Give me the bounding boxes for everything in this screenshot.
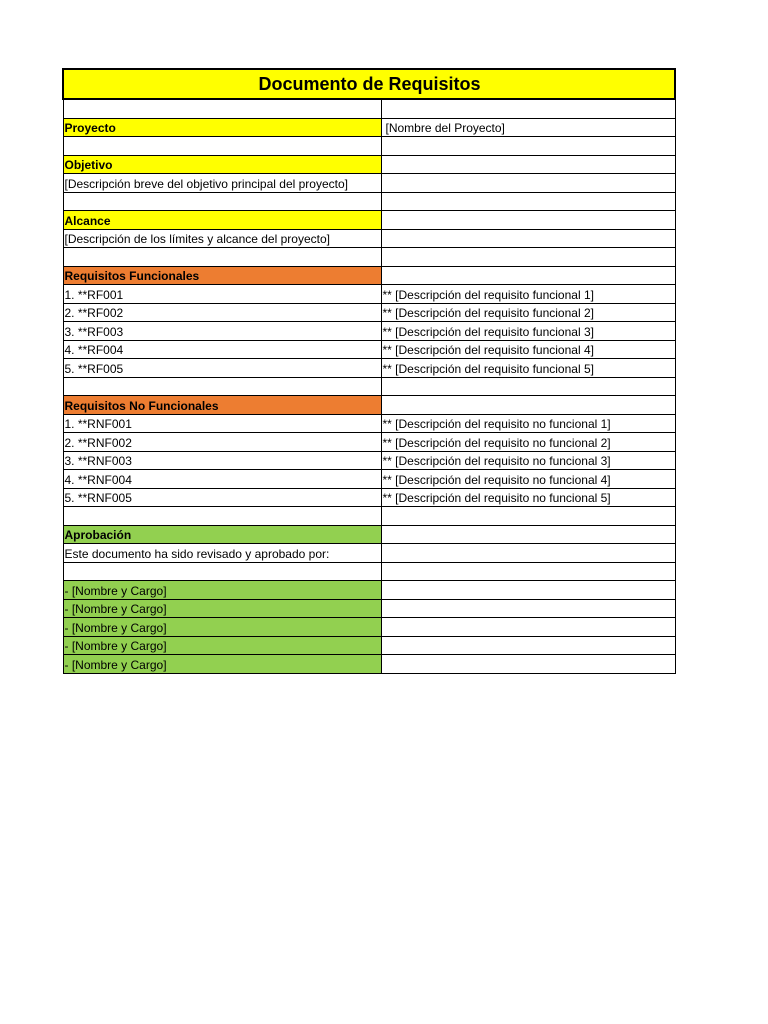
requirement-id[interactable]: 4. **RF004 [63, 340, 381, 359]
scope-value-row [63, 229, 675, 248]
empty-cell[interactable] [381, 562, 675, 581]
empty-cell[interactable] [63, 562, 381, 581]
empty-row [63, 562, 675, 581]
requirements-sheet [62, 68, 676, 674]
approval-text[interactable]: Este documento ha sido revisado y aprobado por: [63, 544, 381, 563]
empty-cell[interactable] [381, 655, 675, 674]
requirement-id[interactable]: 4. **RNF004 [63, 470, 381, 489]
empty-row [63, 507, 675, 526]
empty-cell[interactable] [381, 525, 675, 544]
empty-cell[interactable] [381, 174, 675, 193]
document-title[interactable]: Documento de Requisitos [63, 69, 675, 99]
project-value[interactable]: [Nombre del Proyecto] [381, 118, 675, 137]
empty-row [63, 192, 675, 211]
nonfunctional-requirements-header[interactable]: Requisitos No Funcionales [63, 396, 381, 415]
empty-cell[interactable] [63, 192, 381, 211]
nonfunctional-requirement-row [63, 451, 675, 470]
requirement-id[interactable]: 1. **RF001 [63, 285, 381, 304]
empty-cell[interactable] [63, 507, 381, 526]
nonfunctional-requirement-row [63, 488, 675, 507]
empty-cell[interactable] [381, 192, 675, 211]
empty-cell[interactable] [381, 581, 675, 600]
approver-name[interactable]: - [Nombre y Cargo] [63, 655, 381, 674]
approver-row [63, 636, 675, 655]
empty-row [63, 137, 675, 156]
functional-requirement-row [63, 322, 675, 341]
scope-label[interactable]: Alcance [63, 211, 381, 230]
requirement-description[interactable]: ** [Descripción del requisito no funcional 5] [381, 488, 675, 507]
requirement-id[interactable]: 5. **RNF005 [63, 488, 381, 507]
objective-header-row [63, 155, 675, 174]
empty-cell[interactable] [381, 618, 675, 637]
nonfunctional-requirement-row [63, 414, 675, 433]
approver-row [63, 599, 675, 618]
empty-cell[interactable] [381, 544, 675, 563]
empty-cell[interactable] [381, 636, 675, 655]
empty-cell[interactable] [381, 155, 675, 174]
functional-requirement-row [63, 359, 675, 378]
functional-requirement-row [63, 340, 675, 359]
empty-cell[interactable] [381, 377, 675, 396]
requirement-id[interactable]: 3. **RF003 [63, 322, 381, 341]
requirement-id[interactable]: 1. **RNF001 [63, 414, 381, 433]
nonfunctional-header-row [63, 396, 675, 415]
project-label[interactable]: Proyecto [63, 118, 381, 137]
functional-header-row [63, 266, 675, 285]
functional-requirement-row [63, 303, 675, 322]
empty-cell[interactable] [381, 248, 675, 267]
scope-header-row [63, 211, 675, 230]
objective-label[interactable]: Objetivo [63, 155, 381, 174]
empty-cell[interactable] [63, 99, 381, 118]
approver-row [63, 581, 675, 600]
scope-value[interactable]: [Descripción de los límites y alcance del proyecto] [63, 229, 381, 248]
approver-name[interactable]: - [Nombre y Cargo] [63, 636, 381, 655]
empty-cell[interactable] [381, 137, 675, 156]
empty-cell[interactable] [63, 248, 381, 267]
requirement-id[interactable]: 2. **RF002 [63, 303, 381, 322]
objective-value-row [63, 174, 675, 193]
empty-cell[interactable] [63, 377, 381, 396]
empty-cell[interactable] [381, 229, 675, 248]
requirement-description[interactable]: ** [Descripción del requisito no funcional 3] [381, 451, 675, 470]
requirement-id[interactable]: 5. **RF005 [63, 359, 381, 378]
empty-cell[interactable] [381, 396, 675, 415]
empty-cell[interactable] [381, 99, 675, 118]
approver-name[interactable]: - [Nombre y Cargo] [63, 618, 381, 637]
empty-cell[interactable] [381, 507, 675, 526]
empty-row [63, 99, 675, 118]
objective-value[interactable]: [Descripción breve del objetivo principal del proyecto] [63, 174, 381, 193]
requirement-id[interactable]: 2. **RNF002 [63, 433, 381, 452]
title-row [63, 69, 675, 99]
approver-name[interactable]: - [Nombre y Cargo] [63, 581, 381, 600]
requirement-description[interactable]: ** [Descripción del requisito funcional 1] [381, 285, 675, 304]
empty-cell[interactable] [63, 137, 381, 156]
project-row [63, 118, 675, 137]
requirement-description[interactable]: ** [Descripción del requisito funcional 5] [381, 359, 675, 378]
empty-cell[interactable] [381, 211, 675, 230]
empty-row [63, 248, 675, 267]
nonfunctional-requirement-row [63, 470, 675, 489]
approval-header-row [63, 525, 675, 544]
approver-row [63, 655, 675, 674]
requirement-description[interactable]: ** [Descripción del requisito no funcional 1] [381, 414, 675, 433]
approver-row [63, 618, 675, 637]
nonfunctional-requirement-row [63, 433, 675, 452]
requirement-id[interactable]: 3. **RNF003 [63, 451, 381, 470]
requirement-description[interactable]: ** [Descripción del requisito funcional 4] [381, 340, 675, 359]
functional-requirements-header[interactable]: Requisitos Funcionales [63, 266, 381, 285]
requirement-description[interactable]: ** [Descripción del requisito funcional 2] [381, 303, 675, 322]
empty-row [63, 377, 675, 396]
approval-text-row [63, 544, 675, 563]
requirement-description[interactable]: ** [Descripción del requisito no funcional 2] [381, 433, 675, 452]
requirement-description[interactable]: ** [Descripción del requisito no funcional 4] [381, 470, 675, 489]
approval-header[interactable]: Aprobación [63, 525, 381, 544]
empty-cell[interactable] [381, 599, 675, 618]
functional-requirement-row [63, 285, 675, 304]
approver-name[interactable]: - [Nombre y Cargo] [63, 599, 381, 618]
requirement-description[interactable]: ** [Descripción del requisito funcional 3] [381, 322, 675, 341]
empty-cell[interactable] [381, 266, 675, 285]
